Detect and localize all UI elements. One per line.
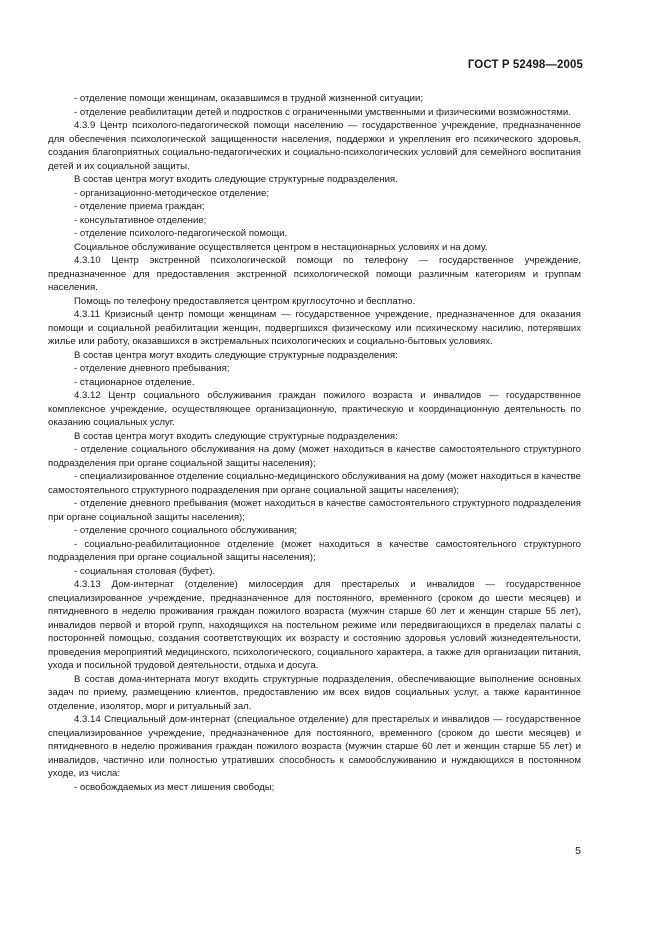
paragraph: В состав дома-интерната могут входить структурные подразделения, обеспечивающие выполнение основных задач по приему, размещению клиентов, предоставлению им всех видов социальных услуг, а также карантинное отделение, изолятор, морг и ритуальный зал. bbox=[48, 673, 581, 712]
paragraph: - консультативное отделение; bbox=[74, 214, 207, 226]
page-number: 5 bbox=[575, 845, 581, 857]
paragraph: - отделение помощи женщинам, оказавшимся в трудной жизненной ситуации; bbox=[74, 93, 424, 104]
paragraph: - социально-реабилитационное отделение (может находиться в качестве самостоятельного структурного подразделения при органе социальной защиты населения); bbox=[48, 538, 581, 563]
paragraph: Социальное обслуживание осуществляется центром в нестационарных условиях и на дому. bbox=[74, 241, 488, 253]
paragraph: 4.3.10 Центр экстренной психологической помощи по телефону — государственное учреждение, предназначенное для предоставления экстренной психологической помощи различным категориям и группам населения. bbox=[48, 255, 581, 293]
paragraph: - стационарное отделение. bbox=[74, 376, 195, 388]
paragraph: 4.3.13 Дом-интернат (отделение) милосердия для престарелых и инвалидов — государственное специализированное учреждение, предназначенное для постоянного, временного (сроком до шести месяцев) и пятидневного в неделю проживания граждан пожилого возраста (мужчин старше 60 лет и женщин старше 55 лет), инвалидов первой и второй групп, находящихся на постельном режиме или передвигающихся в пределах палаты с посторонней помощью, создания соответствующих их возрасту и состоянию здоровья условий жизнедеятельности, проведения мероприятий медицинского, психологического, социального характера, а также для организации питания, ухода и посильной трудовой деятельности, отдыха и досуга. bbox=[48, 579, 581, 671]
paragraph: - отделение приема граждан; bbox=[74, 201, 205, 212]
paragraph: - организационно-методическое отделение; bbox=[74, 187, 270, 199]
paragraph: - отделение дневного пребывания; bbox=[74, 363, 230, 374]
paragraph: 4.3.12 Центр социального обслуживания граждан пожилого возраста и инвалидов — государственное комплексное учреждение, осуществляющее организационную, практическую и координационную деятельность по оказанию социальных услуг. bbox=[48, 390, 581, 428]
paragraph: - отделение дневного пребывания (может находиться в качестве самостоятельного структурного подразделения при органе социальной защиты населения); bbox=[48, 498, 581, 523]
paragraph: - отделение психолого-педагогической помощи. bbox=[74, 228, 288, 239]
paragraph: - отделение реабилитации детей и подростков с ограниченными умственными и физическими возможностями. bbox=[74, 106, 571, 118]
paragraph: В состав центра могут входить следующие структурные подразделения. bbox=[74, 174, 398, 185]
document-body bbox=[48, 92, 581, 794]
paragraph: 4.3.9 Центр психолого-педагогической помощи населению — государственное учреждение, предназначенное для обеспечения психологической защищенности населения, поддержки и укрепления его психического здоровья, создания благоприятных социально-педагогических и социально-психологических условий для семейного воспитания детей и их социальной защиты. bbox=[48, 120, 581, 172]
paragraph: 4.3.11 Кризисный центр помощи женщинам — государственное учреждение, предназначенное для оказания помощи и социальной реабилитации женщин, подвергшихся физическому или психическому насилию, потерявших жилье или работу, оказавшихся в экстремальных психологических и социально-бытовых условиях. bbox=[48, 309, 581, 347]
paragraph: - отделение социального обслуживания на дому (может находиться в качестве самостоятельного структурного подразделения при органе социальной защиты населения); bbox=[48, 444, 581, 469]
paragraph: 4.3.14 Специальный дом-интернат (специальное отделение) для престарелых и инвалидов — государственное специализированное учреждение, предназначенное для постоянного, временного (сроком до шести месяцев) и пятидневного в неделю проживания граждан пожилого возраста (мужчин старше 60 лет и женщин старше 55 лет) и инвалидов, частично или полностью утративших способность к самообслуживанию и нуждающихся в постоянном уходе, из числа: bbox=[48, 714, 581, 779]
standard-header: ГОСТ Р 52498—2005 bbox=[467, 59, 583, 71]
paragraph: В состав центра могут входить следующие структурные подразделения: bbox=[74, 430, 398, 442]
paragraph: - социальная столовая (буфет). bbox=[74, 565, 216, 577]
paragraph: - отделение срочного социального обслуживания; bbox=[74, 525, 298, 536]
paragraph: Помощь по телефону предоставляется центром круглосуточно и бесплатно. bbox=[74, 295, 416, 307]
paragraph: - специализированное отделение социально-медицинского обслуживания на дому (может находиться в качестве самостоятельного структурного подразделения при органе социальной защиты населения); bbox=[48, 471, 581, 496]
paragraph: - освобождаемых из мест лишения свободы; bbox=[74, 781, 275, 793]
paragraph: В состав центра могут входить следующие структурные подразделения: bbox=[74, 349, 398, 361]
